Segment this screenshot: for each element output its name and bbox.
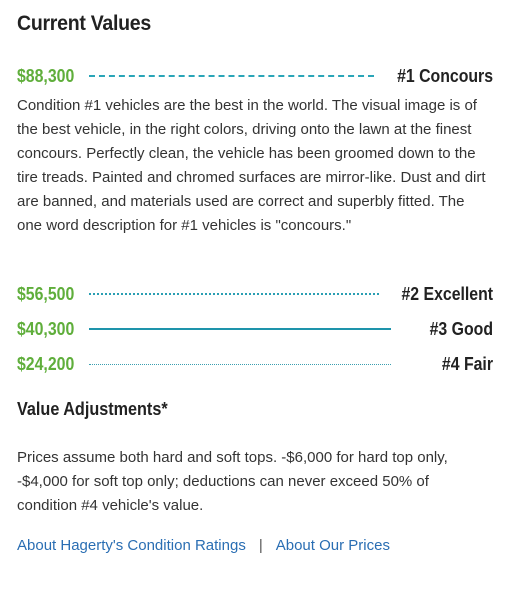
condition-price: $24,200	[17, 353, 75, 374]
condition-leader-line	[89, 293, 379, 295]
condition-leader-line	[89, 364, 391, 365]
condition-price: $56,500	[17, 283, 75, 304]
condition-leader-line	[89, 328, 391, 330]
condition-label: #1 Concours	[397, 65, 493, 86]
condition-row-3[interactable]	[17, 317, 493, 341]
current-values-heading: Current Values	[17, 12, 151, 35]
condition-row-1[interactable]	[17, 64, 493, 88]
condition-row-4[interactable]	[17, 352, 493, 376]
condition-price: $88,300	[17, 65, 75, 86]
link-separator: |	[258, 537, 263, 554]
condition-label: #2 Excellent	[401, 283, 493, 304]
our-prices-link[interactable]: About Our Prices	[275, 537, 390, 554]
footer-links	[17, 537, 390, 554]
value-adjustments-text: Prices assume both hard and soft tops. -$6,000 for hard top only, -$4,000 for soft top only; deductions can never exceed 50% of condition #4 vehicle's value.	[17, 449, 448, 514]
value-adjustments-heading: Value Adjustments*	[17, 399, 168, 419]
condition-ratings-link[interactable]: About Hagerty's Condition Ratings	[17, 537, 246, 554]
condition-label: #3 Good	[429, 318, 493, 339]
condition-label: #4 Fair	[441, 353, 493, 374]
condition-price: $40,300	[17, 318, 75, 339]
condition-row-2[interactable]	[17, 282, 493, 306]
condition-leader-line	[89, 75, 374, 77]
condition-description: Condition #1 vehicles are the best in the world. The visual image is of the best vehicle, in the right colors, driving onto the lawn at the finest concours. Perfectly clean, the vehicle has been groomed down to the tire treads. Painted and chromed surfaces are mirror-like. Dust and dirt are banned, and materials used are correct and superbly fitted. The one word description for #1 vehicles is "concours."	[17, 97, 486, 234]
